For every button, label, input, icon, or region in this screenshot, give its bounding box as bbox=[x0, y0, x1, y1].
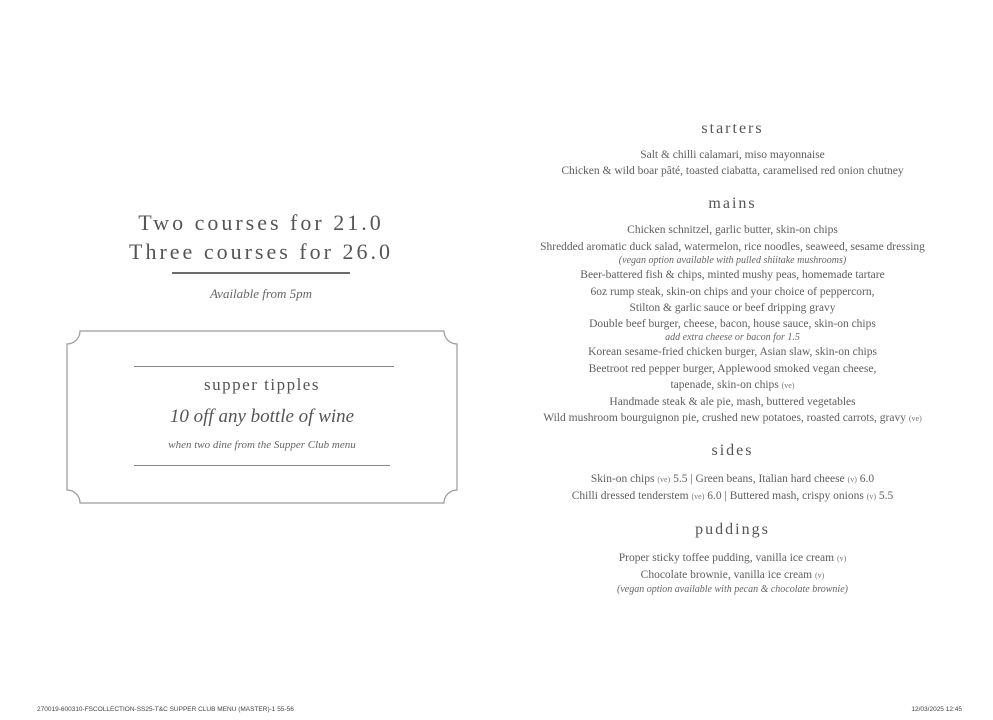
supper-tipples-box bbox=[66, 330, 458, 504]
mains-items bbox=[520, 222, 945, 427]
menu-item-note: add extra cheese or bacon for 1.5 bbox=[665, 332, 800, 343]
print-timestamp: 12/03/2025 12:45 bbox=[911, 706, 962, 713]
vegan-tag: (ve) bbox=[657, 475, 671, 484]
menu-item-text: Proper sticky toffee pudding, vanilla ice cream bbox=[618, 552, 835, 564]
vegetarian-tag: (v) bbox=[866, 492, 877, 501]
starters-items bbox=[520, 147, 945, 179]
menu-item-text: Wild mushroom bourguignon pie, crushed new potatoes, roasted carrots, gravy bbox=[543, 412, 906, 424]
starters-heading: starters bbox=[701, 120, 764, 137]
vegetarian-tag: (v) bbox=[847, 475, 857, 484]
wine-offer-note: when two dine from the Supper Club menu bbox=[168, 439, 356, 451]
side-price: 6.0 bbox=[859, 473, 875, 485]
print-job-reference: 270019-600310-FSCOLLECTION-SS25-T&C SUPPER CLUB MENU (MASTER)-1 55-56 bbox=[37, 706, 294, 713]
menu-item: 6oz rump steak, skin-on chips and your choice of peppercorn, bbox=[590, 286, 875, 298]
mains-heading: mains bbox=[708, 195, 757, 212]
sides-items bbox=[520, 471, 945, 505]
menu-item-text: Chocolate brownie, vanilla ice cream bbox=[640, 569, 813, 581]
menu-item: Double beef burger, cheese, bacon, house sauce, skin-on chips bbox=[589, 318, 876, 330]
sides-heading: sides bbox=[711, 442, 754, 459]
separator: | bbox=[724, 490, 727, 502]
side-price: 5.5 bbox=[673, 473, 688, 485]
vegan-tag: (ve) bbox=[908, 414, 922, 423]
menu-item: Handmade steak & ale pie, mash, buttered vegetables bbox=[609, 396, 856, 408]
menu-item bbox=[520, 550, 945, 567]
menu-item-continued bbox=[520, 377, 945, 394]
two-courses-price: Two courses for 21.0 bbox=[138, 210, 384, 235]
side-price: 5.5 bbox=[878, 490, 894, 502]
tipples-title: supper tipples bbox=[204, 375, 320, 394]
menu-list bbox=[520, 119, 945, 595]
sides-line bbox=[520, 471, 945, 488]
separator: | bbox=[690, 473, 693, 485]
menu-item: Beer-battered fish & chips, minted mushy peas, homemade tartare bbox=[580, 269, 885, 281]
vegan-tag: (ve) bbox=[691, 492, 705, 501]
tipples-top-rule bbox=[134, 366, 394, 367]
menu-item: Korean sesame-fried chicken burger, Asian slaw, skin-on chips bbox=[588, 346, 877, 358]
availability-note: Available from 5pm bbox=[209, 286, 313, 301]
menu-item-text: tapenade, skin-on chips bbox=[670, 379, 779, 391]
side-name: Chilli dressed tenderstem bbox=[571, 490, 689, 502]
vegan-tag: (ve) bbox=[781, 381, 795, 390]
wine-offer: 10 off any bottle of wine bbox=[169, 406, 355, 427]
menu-item: Salt & chilli calamari, miso mayonnaise bbox=[640, 149, 825, 161]
three-courses-price: Three courses for 26.0 bbox=[129, 239, 393, 264]
side-name: Green beans, Italian hard cheese bbox=[695, 473, 845, 485]
menu-item-note: (vegan option available with pecan & chocolate brownie) bbox=[617, 584, 848, 595]
side-name: Skin-on chips bbox=[590, 473, 655, 485]
sides-line bbox=[520, 488, 945, 505]
side-name: Buttered mash, crispy onions bbox=[729, 490, 864, 502]
menu-item: Chicken & wild boar pâté, toasted ciabatta, caramelised red onion chutney bbox=[561, 165, 904, 177]
side-price: 6.0 bbox=[707, 490, 722, 502]
menu-item bbox=[520, 567, 945, 584]
menu-item: Chicken schnitzel, garlic butter, skin-on chips bbox=[627, 224, 838, 236]
menu-item-continued: Stilton & garlic sauce or beef dripping gravy bbox=[629, 302, 836, 314]
menu-item: Shredded aromatic duck salad, watermelon, rice noodles, seaweed, sesame dressing bbox=[540, 241, 925, 253]
set-menu-offer bbox=[110, 208, 412, 302]
tipples-bottom-rule bbox=[134, 465, 390, 466]
vegetarian-tag: (v) bbox=[836, 554, 847, 563]
puddings-items bbox=[520, 550, 945, 595]
puddings-heading: puddings bbox=[695, 521, 770, 538]
vegetarian-tag: (v) bbox=[815, 571, 825, 580]
menu-item: Beetroot red pepper burger, Applewood smoked vegan cheese, bbox=[588, 363, 877, 375]
menu-item bbox=[520, 410, 945, 427]
offer-divider bbox=[172, 272, 350, 274]
menu-item-note: (vegan option available with pulled shiitake mushrooms) bbox=[618, 255, 847, 266]
